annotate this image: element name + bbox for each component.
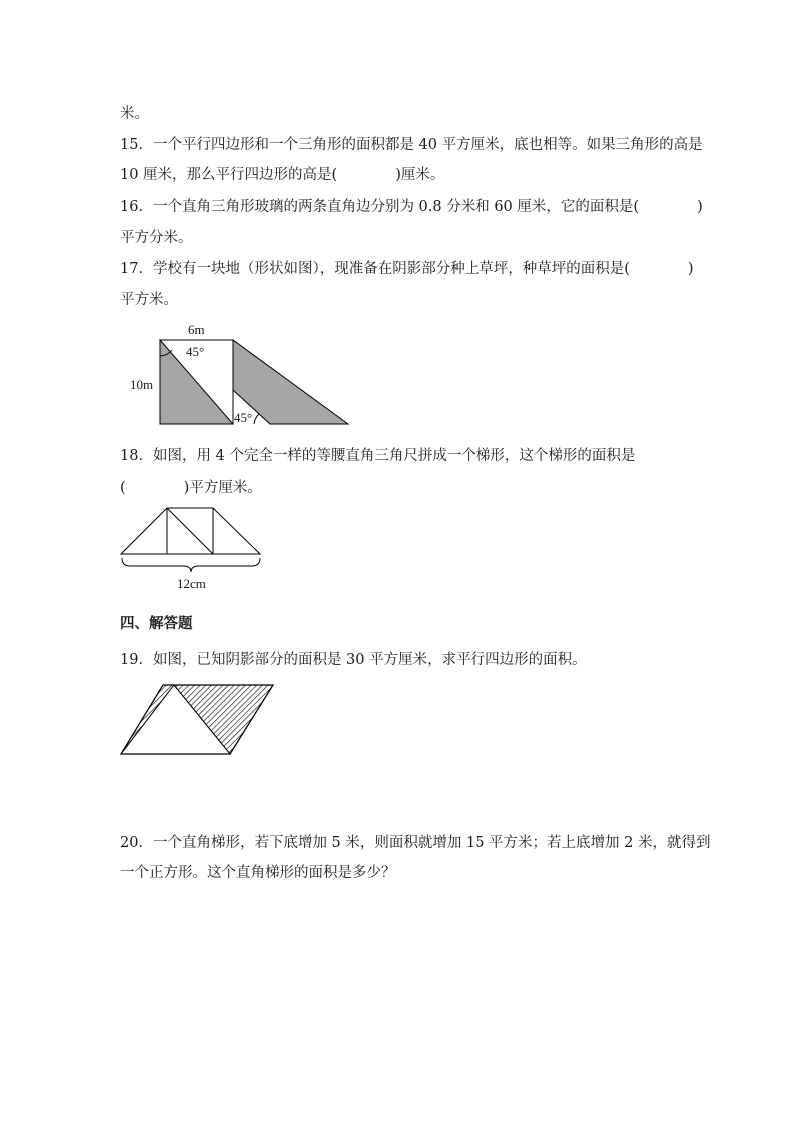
question-16-line-2: 平方分米。 bbox=[120, 230, 193, 246]
question-20-line-2: 一个正方形。这个直角梯形的面积是多少？ bbox=[120, 865, 396, 881]
question-17-text-pre: 17．学校有一块地（形状如图），现准备在阴影部分种上草坪，种草坪的面积是( bbox=[120, 261, 630, 277]
question-16-text-post: ) bbox=[697, 199, 703, 215]
question-15-line-2 bbox=[120, 165, 444, 185]
width-brace bbox=[122, 558, 260, 572]
label-10m: 10m bbox=[130, 377, 154, 392]
label-6m: 6m bbox=[188, 322, 205, 337]
question-17-line-1 bbox=[120, 259, 694, 279]
label-angle-top: 45° bbox=[186, 344, 205, 359]
figure-17-land-diagram bbox=[110, 318, 360, 430]
question-17-line-2: 平方米。 bbox=[120, 292, 178, 308]
inner-diagonal bbox=[167, 508, 213, 554]
question-15-text-pre: 10 厘米，那么平行四边形的高是( bbox=[120, 167, 338, 183]
question-16-text-pre: 16．一个直角三角形玻璃的两条直角边分别为 0.8 分米和 60 厘米，它的面积是( bbox=[120, 199, 640, 215]
question-18-line-2 bbox=[120, 478, 262, 498]
figure-19-parallelogram bbox=[118, 682, 280, 760]
angle-arc-bottom bbox=[254, 414, 259, 424]
question-18-text-pre: ( bbox=[120, 480, 126, 496]
label-angle-bottom: 45° bbox=[234, 410, 253, 425]
question-15-text-post: )厘米。 bbox=[395, 167, 445, 183]
question-16-line-1 bbox=[120, 197, 703, 217]
question-20-line-1: 20．一个直角梯形，若下底增加 5 米，则面积就增加 15 平方米；若上底增加 2 米，就得到 bbox=[120, 835, 711, 851]
line-continuation: 米。 bbox=[120, 106, 149, 122]
question-17-text-post: ) bbox=[687, 261, 694, 277]
question-18-line-1: 18．如图，用 4 个完全一样的等腰直角三角尺拼成一个梯形，这个梯形的面积是 bbox=[120, 448, 636, 464]
figure-18-trapezoid bbox=[115, 506, 275, 596]
label-12cm: 12cm bbox=[177, 576, 206, 591]
question-18-text-post: )平方厘米。 bbox=[183, 480, 262, 496]
question-15-line-1: 15．一个平行四边形和一个三角形的面积都是 40 平方厘米，底也相等。如果三角形的高是 bbox=[120, 137, 703, 153]
question-19: 19．如图，已知阴影部分的面积是 30 平方厘米，求平行四边形的面积。 bbox=[120, 652, 587, 668]
section-heading-4: 四、解答题 bbox=[120, 616, 193, 632]
